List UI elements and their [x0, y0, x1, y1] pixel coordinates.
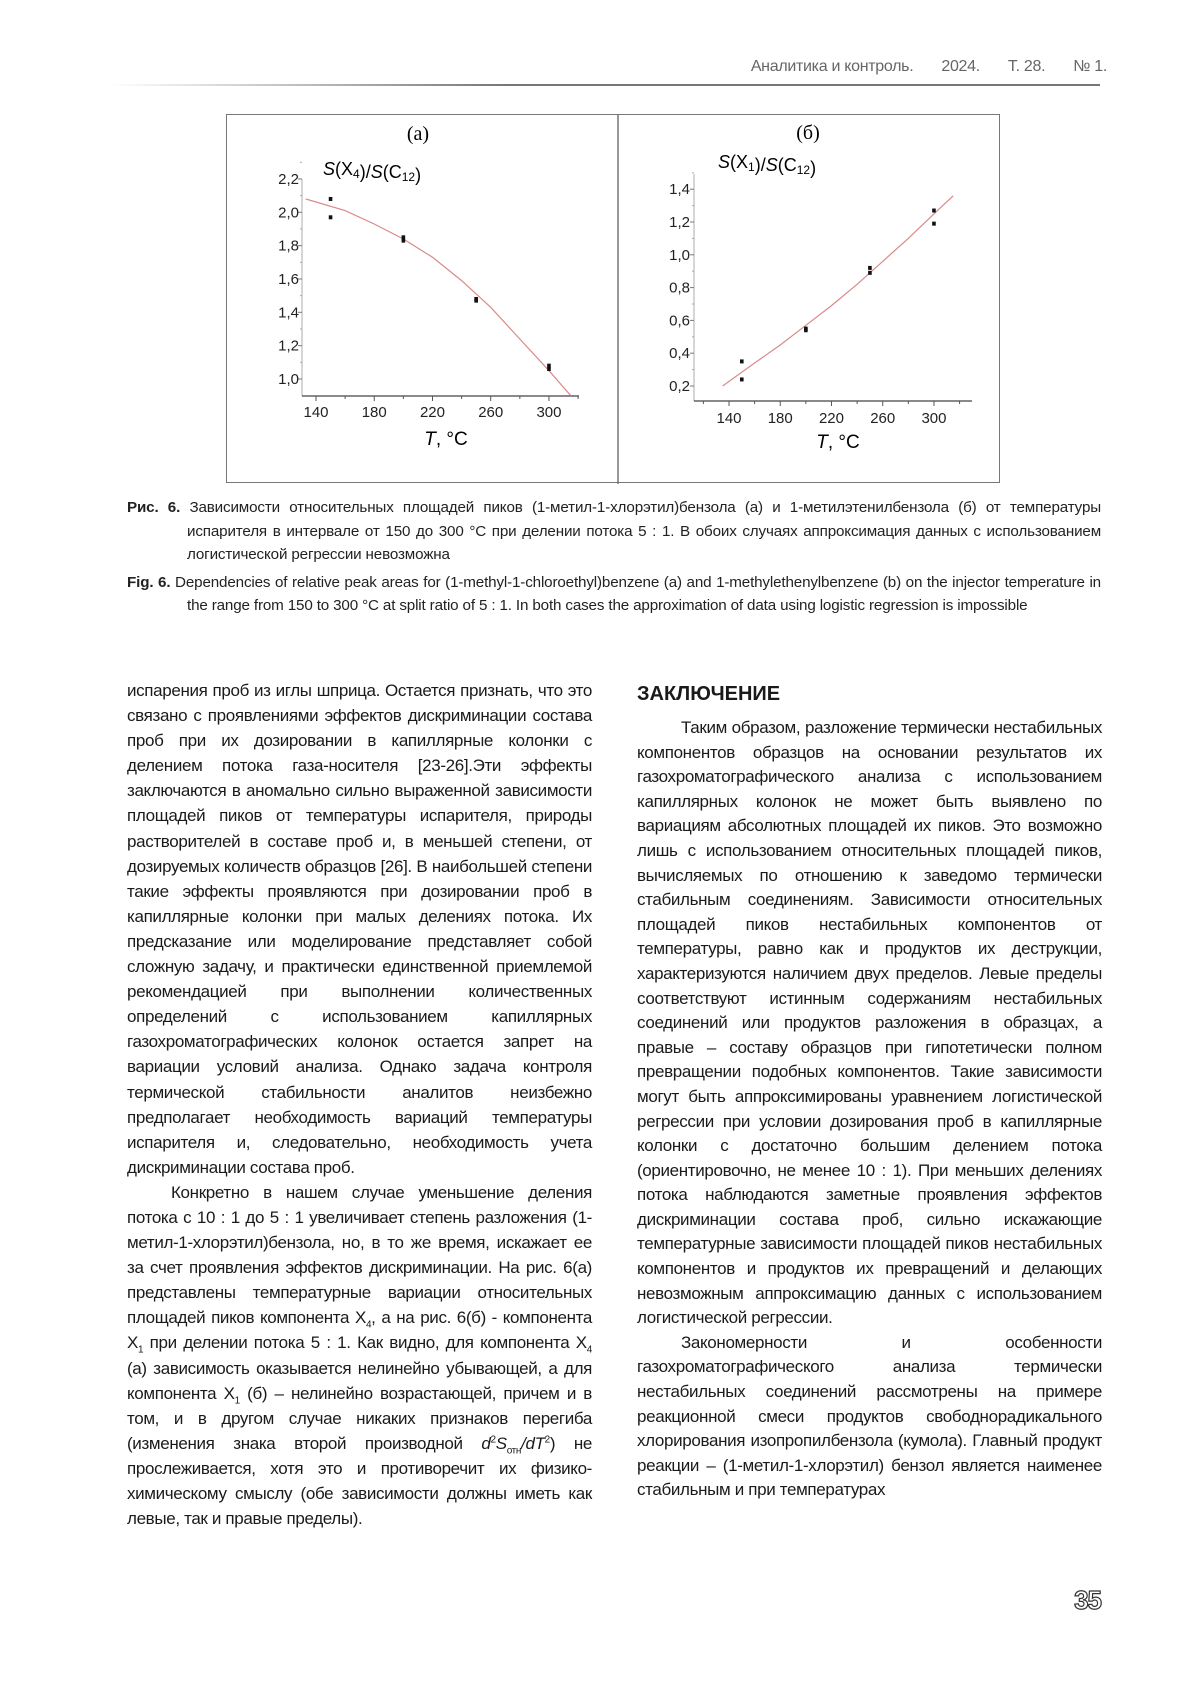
y-tick-label: 1,6	[278, 271, 299, 288]
journal-name: Аналитика и контроль.	[751, 58, 914, 75]
x-tick-label: 220	[420, 404, 445, 421]
x-tick-label: 180	[768, 410, 793, 427]
data-point	[868, 271, 872, 275]
y-tick-label: 0,2	[669, 378, 690, 395]
caption-en-text: Dependencies of relative peak areas for (1-methyl-1-chloroethyl)benzene (a) and 1-methylethenylbenzene (b) on the injector temperature in the range from 150 to 300 °C at split ratio of 5 : 1. In both cases the approximation of data using logistic regression is impossible	[175, 574, 1101, 615]
x-tick-label: 180	[362, 404, 387, 421]
y-tick-label: 1,4	[669, 181, 690, 198]
data-point	[804, 328, 808, 332]
caption-ru-text: Зависимости относительных площадей пиков (1-метил-1-хлорэтил)бензола (а) и 1-метилэтенилбензола (б) от температуры испарителя в интервале от 150 до 300 °С при делении потока 5 : 1. В обоих случаях аппроксимация данных с использованием логистической регрессии невозможна	[187, 499, 1101, 563]
text-run: Закономерности и особенности газохроматографического анализа термически нестабильных соединений рассмотрены на примере реакционной смеси продуктов свободнорадикального хлорирования изопропилбензола (кумола). Главный продукт реакции – (1-метил-1-хлорэтил) бензол является наименее стабильным и при температурах	[637, 1333, 1102, 1500]
x-axis-label: T, °C	[816, 432, 860, 453]
text-run: Конкретно в нашем случае уменьшение деления потока с 10 : 1 до 5 : 1 увеличивает степень разложения (1-метил-1-хлорэтил)бензола, но, в то же время, искажает ее за счет проявления эффектов дискриминации. На рис. 6(а) представлены температурные вариации относительных площадей пиков компонента X	[127, 1183, 592, 1327]
data-point	[329, 215, 333, 219]
y-tick-label: 0,4	[669, 345, 690, 362]
text-run: (б) – нелинейно возрастающей, причем и в том, и в другом случае никаких признаков перегиба (изменения знака второй производной	[127, 1384, 592, 1453]
text-run: испарения проб из иглы шприца. Остается признать, что это связано с проявлениями эффектов дискриминации состава проб при их дозировании в капиллярные колонки с делением потока газа-носителя [23-26].Эти эффекты заключаются в аномально сильно выраженной зависимости площадей пиков от температуры испарителя, природы растворителей в составе проб и, в меньшей степени, от дозируемых количеств образцов [26]. В наибольшей степени такие эффекты проявляются при дозировании проб в капиллярные колонки при малых делениях потока. Их предсказание или моделирование представляет собой сложную задачу, и практически единственной приемлемой рекомендацией при выполнении количественных определений с использованием капиллярных газохроматографических колонок остается запрет на вариации условий анализа. Однако задача контроля термической стабильности аналитов неизбежно предполагает необходимость вариаций температуры испарителя и, следовательно, необходимость учета дискриминации состава проб.	[127, 681, 592, 1177]
right-paragraph	[637, 1331, 1102, 1503]
y-tick-label: 0,6	[669, 312, 690, 329]
subscript: 4	[366, 1320, 371, 1331]
data-point	[329, 197, 333, 201]
left-paragraph	[127, 678, 592, 1180]
data-point	[547, 367, 551, 371]
data-point	[932, 222, 936, 226]
y-axis-label: S(X4)/S(C12)	[323, 159, 421, 185]
right-paragraph	[637, 716, 1102, 1331]
figure-6-charts	[227, 115, 1001, 484]
y-tick-label: 1,2	[669, 214, 690, 231]
subscript: 1	[138, 1345, 143, 1356]
running-header	[723, 58, 1107, 76]
y-tick-label: 1,8	[278, 238, 299, 255]
x-axis-label: T, °C	[424, 429, 468, 450]
text-run: при делении потока 5 : 1. Как видно, для компонента X	[143, 1333, 587, 1352]
x-tick-label: 140	[716, 410, 741, 427]
y-tick-label: 1,2	[278, 338, 299, 355]
x-tick-label: 220	[819, 410, 844, 427]
data-point	[868, 266, 872, 270]
fit-curve	[306, 199, 571, 396]
italic-symbol: /dT	[521, 1434, 545, 1453]
journal-year: 2024.	[941, 58, 980, 75]
y-tick-label: 1,0	[669, 247, 690, 264]
text-run: Таким образом, разложение термически нестабильных компонентов образцов на основании результатов их газохроматографического анализа с использованием капиллярных колонок не может быть выявлено по вариациям абсолютных площадей их пиков. Это возможно лишь с использованием относительных площадей пиков, вычисляемых по отношению к заведомо термически стабильным соединениям. Зависимости относительных площадей пиков нестабильных компонентов от температуры, равно как и продуктов их деструкции, характеризуются наличием двух пределов. Левые пределы соответствуют истинным содержаниям нестабильных соединений или продуктов разложения в образцах, а правые – составу образцов при гипотетически полном превращении подобных компонентов. Такие зависимости могут быть аппроксимированы уравнением логистической регрессии при условии дозирования проб в капиллярные колонки с достаточно большим делением потока (ориентировочно, не менее 10 : 1). При меньших делениях потока наблюдаются заметные проявления эффектов дискриминации состава проб, сильно искажающие температурные зависимости площадей пиков нестабильных компонентов и продуктов их превращений и делающих невозможным аппроксимацию данных с использованием логистической регрессии.	[637, 718, 1102, 1327]
y-tick-label: 0,8	[669, 280, 690, 297]
left-column	[127, 678, 592, 1531]
journal-issue: № 1.	[1073, 58, 1107, 75]
journal-volume: Т. 28.	[1008, 58, 1045, 75]
data-point	[402, 239, 406, 243]
caption-ru-label: Рис. 6.	[127, 499, 180, 516]
caption-en-label: Fig. 6.	[127, 574, 170, 591]
panel-label: (б)	[796, 122, 820, 144]
caption-ru	[127, 496, 1101, 567]
caption-en	[127, 571, 1101, 618]
data-point	[740, 377, 744, 381]
fit-curve	[723, 196, 954, 386]
y-tick-label: 2,2	[278, 171, 299, 188]
left-paragraph	[127, 1180, 592, 1531]
x-tick-label: 300	[921, 410, 946, 427]
subscript: 1	[235, 1395, 240, 1406]
panel-label: (a)	[407, 123, 429, 145]
italic-symbol: S	[496, 1434, 507, 1453]
subscript: отн	[507, 1445, 521, 1456]
x-tick-label: 260	[478, 404, 503, 421]
text-run: , а на рис. 6(б) - компонента X	[127, 1308, 592, 1352]
chart-panel-b	[669, 122, 972, 453]
superscript: 2	[490, 1434, 495, 1445]
page-number: 35	[1074, 1585, 1101, 1616]
y-tick-label: 1,4	[278, 304, 299, 321]
section-heading-conclusion: ЗАКЛЮЧЕНИЕ	[637, 680, 1102, 708]
text-run: (а) зависимость оказывается нелинейно убывающей, а для компонента X	[127, 1359, 592, 1403]
chart-panel-a	[278, 123, 579, 450]
x-tick-label: 140	[303, 404, 328, 421]
figure-caption	[127, 496, 1101, 618]
y-tick-label: 2,0	[278, 204, 299, 221]
text-run: ) не прослеживается, хотя это и противоречит их физико-химическому смыслу (обе зависимости должны иметь как левые, так и правые пределы).	[127, 1434, 592, 1528]
italic-symbol: d	[481, 1434, 490, 1453]
x-tick-label: 300	[536, 404, 561, 421]
data-point	[474, 299, 478, 303]
superscript: 2	[545, 1434, 550, 1445]
y-axis-label: S(X1)/S(C12)	[718, 152, 816, 178]
right-column	[637, 680, 1102, 1503]
subscript: 4	[587, 1345, 592, 1356]
data-point	[932, 209, 936, 213]
figure-6	[226, 114, 1000, 483]
header-rule	[110, 84, 1100, 86]
data-point	[740, 359, 744, 363]
y-tick-label: 1,0	[278, 371, 299, 388]
x-tick-label: 260	[870, 410, 895, 427]
